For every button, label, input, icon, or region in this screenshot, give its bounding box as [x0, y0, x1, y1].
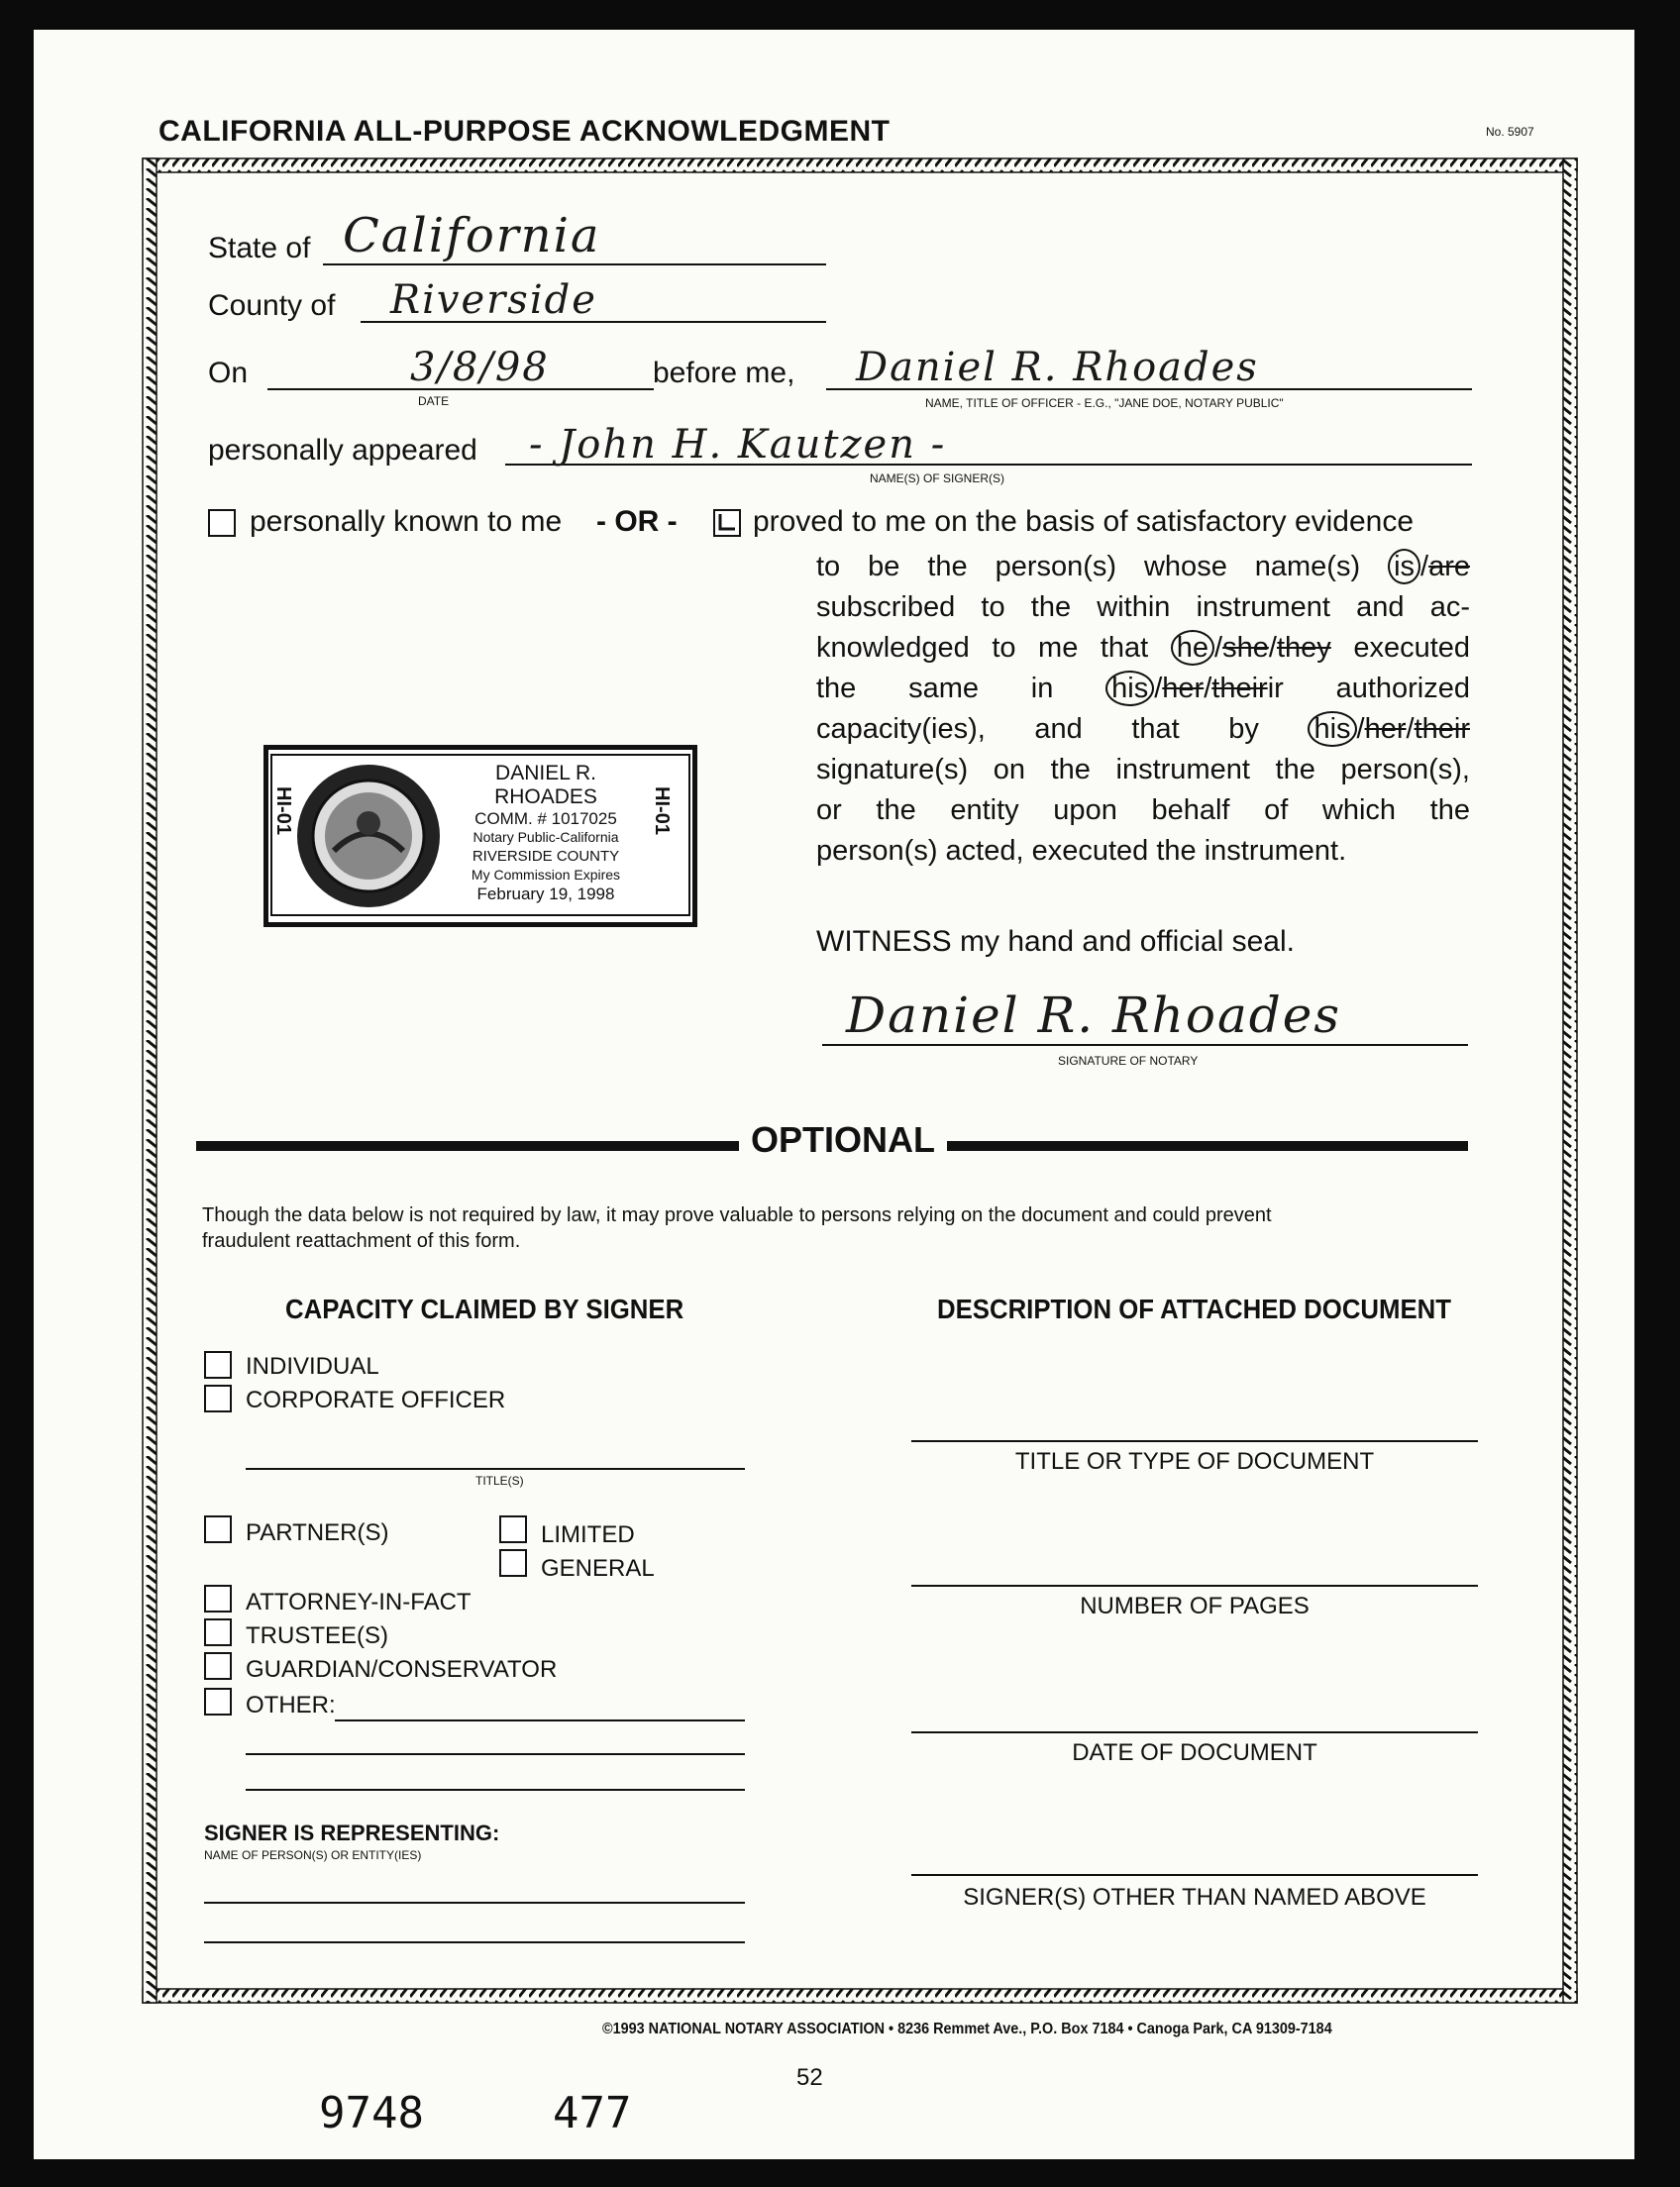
other-label: OTHER:: [246, 1692, 336, 1718]
other-line-1: [335, 1719, 745, 1721]
paragraph-line-7: or the entity upon behalf of which the: [816, 794, 1470, 826]
state-value: California: [343, 208, 601, 263]
limited-label: LIMITED: [541, 1521, 635, 1548]
optional-note: [202, 1202, 1490, 1254]
paragraph-line-1: to be the person(s) whose name(s) is /are: [816, 551, 1470, 582]
page-number: 52: [796, 2064, 823, 2091]
his-circled-2: his: [1308, 711, 1356, 747]
attorney-label: ATTORNEY-IN-FACT: [246, 1589, 472, 1615]
doc-date-line: [911, 1731, 1478, 1733]
individual-label: INDIVIDUAL: [246, 1353, 379, 1380]
pages-caption: NUMBER OF PAGES: [1080, 1593, 1310, 1619]
her-struck-2: her: [1364, 713, 1407, 745]
on-label: On: [208, 357, 249, 389]
notary-stamp: [263, 745, 697, 927]
state-seal-icon: [294, 762, 443, 910]
their-struck-1: their: [1211, 673, 1268, 704]
doc-date-caption: DATE OF DOCUMENT: [1072, 1739, 1317, 1766]
personally-known-label: personally known to me: [250, 505, 563, 538]
general-label: GENERAL: [541, 1555, 655, 1582]
officer-value: Daniel R. Rhoades: [856, 345, 1259, 390]
before-me-label: before me,: [653, 357, 795, 389]
county-value: Riverside: [390, 277, 597, 323]
guardian-label: GUARDIAN/CONSERVATOR: [246, 1656, 558, 1683]
stamp-line3: Notary Public-California: [472, 829, 619, 845]
paragraph-line-2: subscribed to the within instrument and ac-: [816, 591, 1470, 623]
other-line-2: [246, 1753, 745, 1755]
his-circled-1: his: [1105, 671, 1154, 706]
titles-caption: TITLE(S): [475, 1474, 524, 1488]
title-doc-line: [911, 1440, 1478, 1442]
or-label: - OR -: [596, 505, 678, 538]
stamp-text-block: [447, 762, 645, 903]
partners-checkbox[interactable]: [204, 1515, 232, 1543]
signature-caption: SIGNATURE OF NOTARY: [1058, 1054, 1199, 1068]
state-label: State of: [208, 232, 311, 264]
stamp-line6: February 19, 1998: [476, 885, 615, 903]
attorney-checkbox[interactable]: [204, 1585, 232, 1613]
paragraph-line-3: knowledged to me that he /she/they executed: [816, 632, 1471, 664]
optional-bar-left: [196, 1141, 739, 1151]
signer-caption: NAME(S) OF SIGNER(S): [870, 471, 1005, 485]
proved-checkmark-icon: [715, 511, 739, 535]
title-doc-caption: TITLE OR TYPE OF DOCUMENT: [1014, 1448, 1375, 1475]
acknowledgment-form-page: [34, 30, 1634, 2159]
other-signers-line: [911, 1874, 1478, 1876]
titles-line: [246, 1468, 745, 1470]
general-checkbox[interactable]: [499, 1549, 527, 1577]
county-label: County of: [208, 289, 336, 322]
paragraph-line-5: capacity(ies), and that by his /her/their: [816, 713, 1470, 745]
signature-line: [822, 1044, 1468, 1046]
trustees-label: TRUSTEE(S): [246, 1622, 388, 1649]
representing-heading: SIGNER IS REPRESENTING:: [204, 1821, 500, 1845]
stamp-number-1: 9748: [319, 2088, 424, 2138]
description-heading: DESCRIPTION OF ATTACHED DOCUMENT: [937, 1294, 1452, 1324]
stamp-side-code-right: HI-01: [650, 786, 673, 835]
representing-line-2: [204, 1941, 745, 1943]
date-value: 3/8/98: [410, 345, 550, 390]
state-line: [323, 263, 826, 265]
limited-checkbox[interactable]: [499, 1515, 527, 1543]
date-caption: DATE: [418, 394, 450, 408]
optional-note-line-2: fraudulent reattachment of this form.: [202, 1230, 521, 1252]
optional-note-line-1: Though the data below is not required by law, it may prove valuable to persons relying on the document and could prevent: [202, 1204, 1272, 1226]
stamp-side-code-left: HI-01: [271, 786, 294, 835]
paragraph-line-6: signature(s) on the instrument the person(s),: [816, 754, 1470, 785]
copyright-line: ©1993 NATIONAL NOTARY ASSOCIATION • 8236 Remmet Ave., P.O. Box 7184 • Canoga Park, CA 91309-7184: [602, 2021, 1332, 2037]
appeared-label: personally appeared: [208, 434, 477, 467]
signer-value: - John H. Kautzen -: [529, 422, 947, 468]
optional-bar-right: [947, 1141, 1468, 1151]
officer-caption: NAME, TITLE OF OFFICER - E.G., "JANE DOE, NOTARY PUBLIC": [925, 396, 1284, 410]
notary-signature: Daniel R. Rhoades: [846, 987, 1342, 1044]
representing-line-1: [204, 1902, 745, 1904]
witness-text: WITNESS my hand and official seal.: [816, 925, 1295, 958]
form-title: CALIFORNIA ALL-PURPOSE ACKNOWLEDGMENT: [158, 115, 891, 148]
paragraph-line-8: person(s) acted, executed the instrument.: [816, 835, 1347, 867]
corporate-officer-checkbox[interactable]: [204, 1385, 232, 1412]
she-struck: she: [1222, 632, 1269, 664]
form-number: No. 5907: [1486, 125, 1534, 139]
stamp-line5: My Commission Expires: [471, 867, 621, 883]
acknowledgment-paragraph: [816, 547, 1470, 872]
other-checkbox[interactable]: [204, 1688, 232, 1716]
stamp-name: DANIEL R. RHOADES: [494, 762, 597, 808]
stamp-number-2: 477: [553, 2088, 632, 2138]
their-struck-2: their: [1414, 713, 1470, 745]
stamp-line4: RIVERSIDE COUNTY: [472, 848, 620, 865]
trustees-checkbox[interactable]: [204, 1618, 232, 1646]
proved-label: proved to me on the basis of satisfactory evidence: [753, 505, 1415, 538]
other-signers-caption: SIGNER(S) OTHER THAN NAMED ABOVE: [963, 1884, 1426, 1911]
he-circled: he: [1171, 630, 1214, 666]
other-line-3: [246, 1789, 745, 1791]
optional-heading: OPTIONAL: [751, 1119, 935, 1160]
her-struck-1: her: [1162, 673, 1205, 704]
capacity-heading: CAPACITY CLAIMED BY SIGNER: [285, 1294, 684, 1324]
stamp-comm: COMM. # 1017025: [474, 809, 617, 828]
guardian-checkbox[interactable]: [204, 1652, 232, 1680]
proved-checkbox[interactable]: [713, 509, 741, 537]
corporate-officer-label: CORPORATE OFFICER: [246, 1387, 506, 1413]
partners-label: PARTNER(S): [246, 1519, 389, 1546]
representing-caption: NAME OF PERSON(S) OR ENTITY(IES): [204, 1848, 422, 1862]
they-struck: they: [1276, 632, 1331, 664]
are-struck: are: [1428, 551, 1470, 582]
paragraph-line-4: the same in his /her/theirir authorized: [816, 673, 1470, 704]
is-circled: is: [1388, 549, 1420, 584]
personally-known-checkbox[interactable]: [208, 509, 236, 537]
pages-line: [911, 1585, 1478, 1587]
individual-checkbox[interactable]: [204, 1351, 232, 1379]
